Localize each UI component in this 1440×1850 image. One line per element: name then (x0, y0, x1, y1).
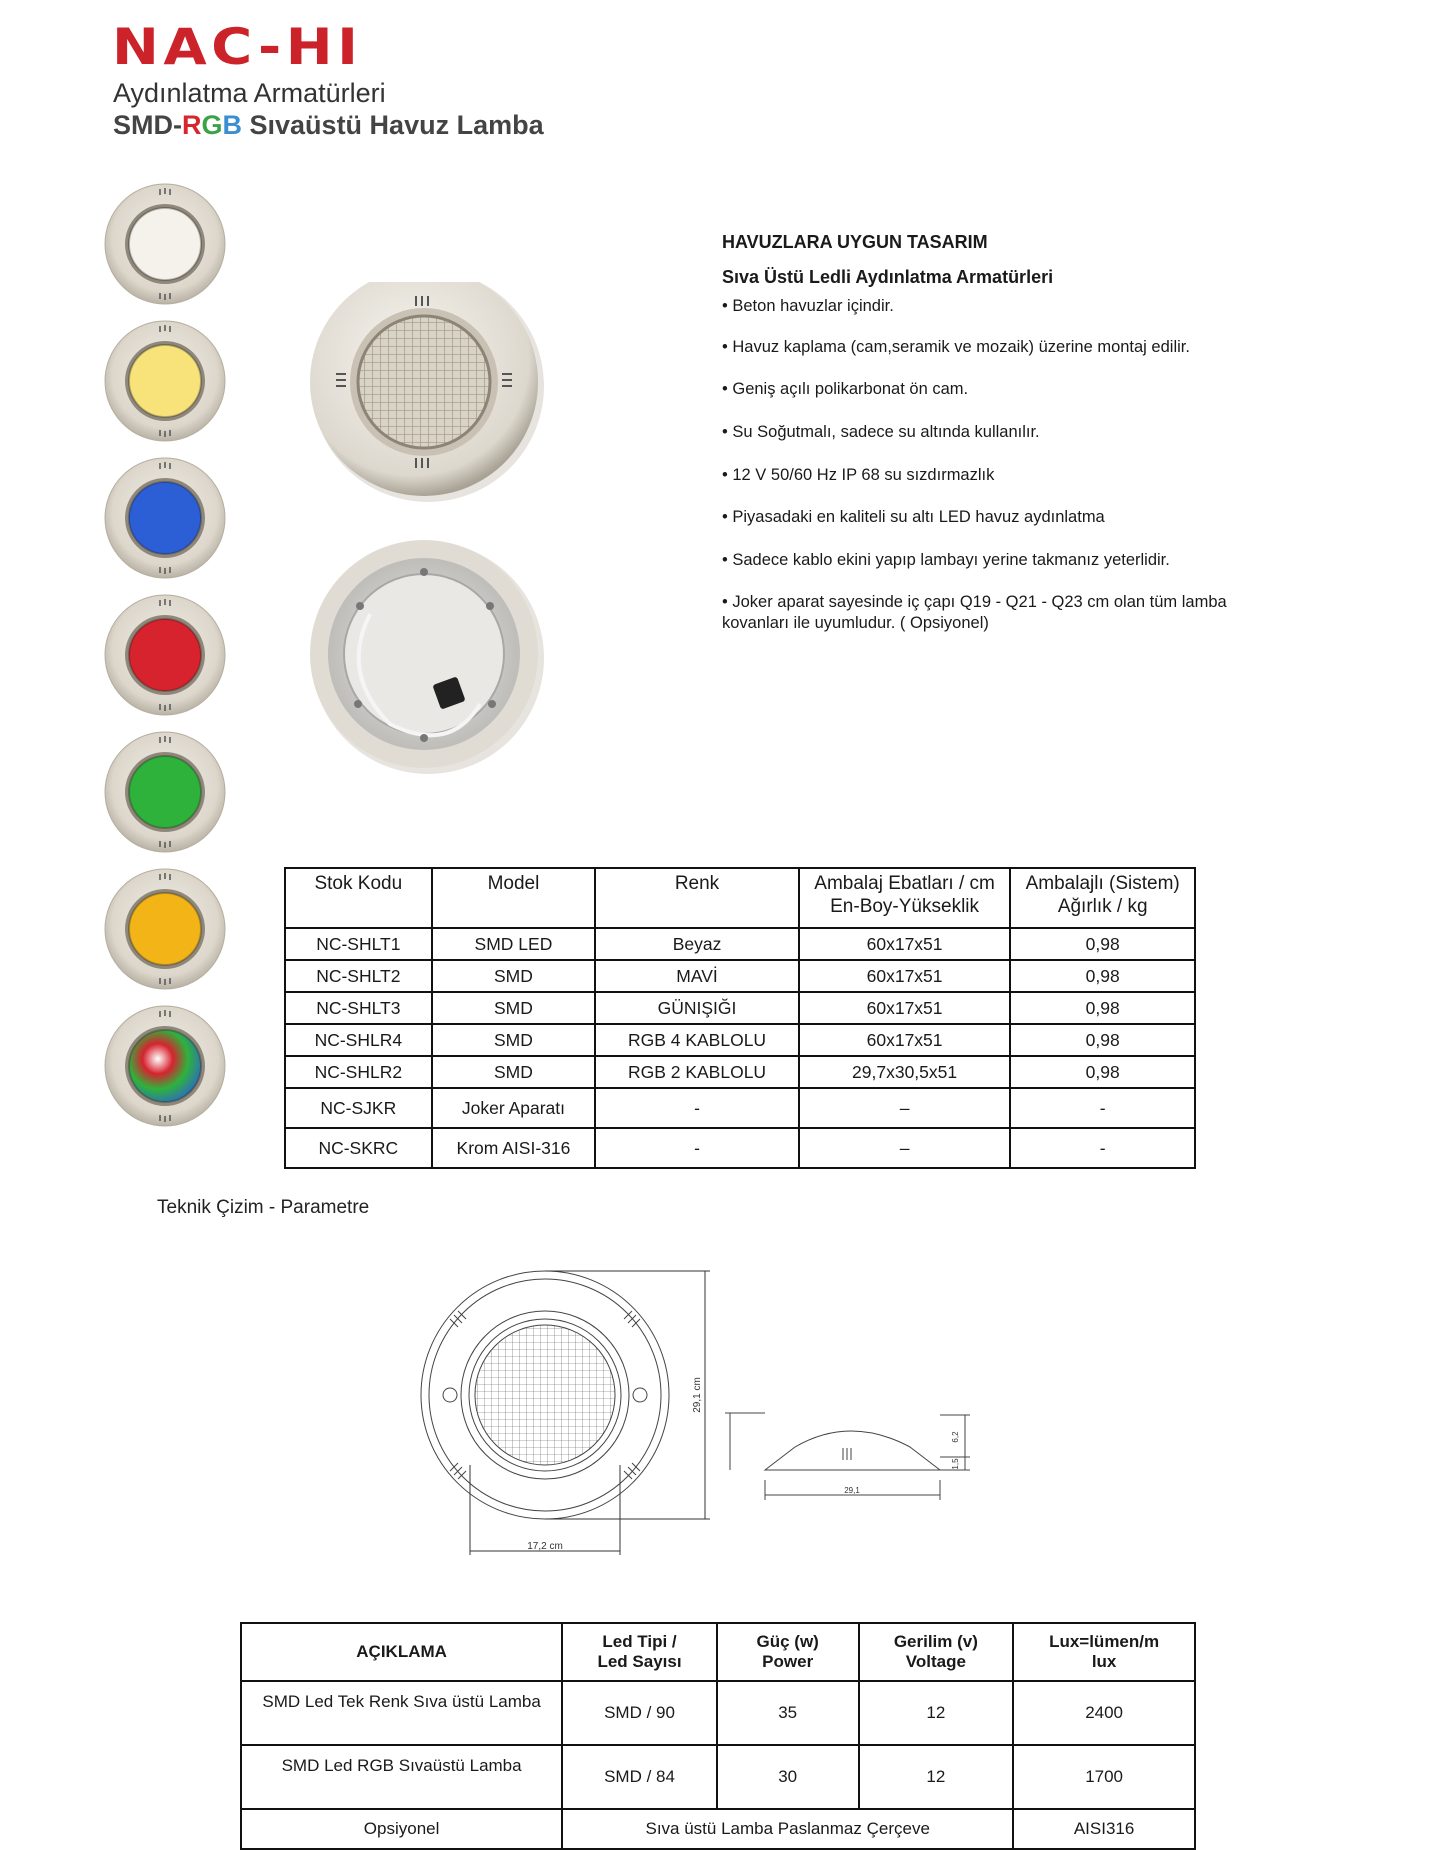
title-g: G (201, 110, 223, 140)
stock-code: NC-SHLT3 (285, 992, 432, 1024)
header-description: AÇIKLAMA (241, 1623, 562, 1681)
table-row (285, 1088, 1195, 1128)
features-heading: HAVUZLARA UYGUN TASARIM (722, 232, 988, 252)
weight: 0,98 (1010, 1024, 1195, 1056)
spec-voltage: 12 (859, 1681, 1014, 1745)
header-power (717, 1623, 859, 1681)
header-package-dimensions (799, 868, 1011, 928)
spec-lux: 2400 (1013, 1681, 1195, 1745)
spec-voltage: 12 (859, 1745, 1014, 1809)
stock-code: NC-SHLT2 (285, 960, 432, 992)
table-row (241, 1809, 1195, 1849)
spec-description: SMD Led RGB Sıvaüstü Lamba (241, 1745, 562, 1809)
color: - (595, 1128, 799, 1168)
color: Beyaz (595, 928, 799, 960)
header-led-type-line1: Led Tipi / (602, 1631, 677, 1651)
header-package-line1: Ambalaj Ebatları / cm (814, 873, 995, 894)
header-voltage-line1: Gerilim (v) (893, 1631, 978, 1651)
optional-material: AISI316 (1013, 1809, 1195, 1849)
header-lux-line2: lux (1091, 1652, 1117, 1671)
lamp-thumbnail (105, 321, 225, 441)
features-list (722, 296, 1242, 634)
dimensions: 60x17x51 (799, 992, 1011, 1024)
stock-code: NC-SHLR2 (285, 1056, 432, 1088)
header-power-line2: Power (762, 1652, 814, 1671)
page-subtitle: Aydınlatma Armatürleri (113, 78, 386, 108)
header-voltage-line2: Voltage (905, 1652, 966, 1671)
model: Krom AISI-316 (432, 1128, 596, 1168)
feature-item: • Sadece kablo ekini yapıp lambayı yerine takmanız yeterlidir. (722, 550, 1242, 571)
stock-code: NC-SJKR (285, 1088, 432, 1128)
table-row (285, 928, 1195, 960)
feature-item: • Joker aparat sayesinde iç çapı Q19 - Q21 - Q23 cm olan tüm lamba kovanları ile uyumludur. ( Opsiyonel) (722, 592, 1242, 633)
table-row (285, 960, 1195, 992)
weight: 0,98 (1010, 928, 1195, 960)
features-section (722, 232, 1242, 656)
spec-power: 30 (717, 1745, 859, 1809)
header-package-line2: En-Boy-Yükseklik (830, 895, 980, 917)
optional-label: Opsiyonel (241, 1809, 562, 1849)
color: RGB 2 KABLOLU (595, 1056, 799, 1088)
weight: 0,98 (1010, 960, 1195, 992)
lamp-color-variants (100, 182, 230, 1132)
header-led-type-line2: Led Sayısı (597, 1652, 682, 1671)
header-led-type (562, 1623, 717, 1681)
front-view-photo (310, 282, 544, 502)
dim-height-label: 29,1 cm (692, 1377, 703, 1413)
header-model: Model (432, 868, 596, 928)
side-h1-label: 6,2 (951, 1431, 960, 1443)
spec-led: SMD / 90 (562, 1681, 717, 1745)
lamp-thumbnail (105, 732, 225, 852)
lamp-thumbnail (105, 869, 225, 989)
title-b: B (222, 110, 243, 140)
back-view-photo (310, 540, 544, 774)
header-lux (1013, 1623, 1195, 1681)
model: SMD (432, 1024, 596, 1056)
table-row (285, 1024, 1195, 1056)
technical-drawing-label: Teknik Çizim - Parametre (157, 1197, 370, 1218)
stock-code: NC-SKRC (285, 1128, 432, 1168)
stock-code: NC-SHLT1 (285, 928, 432, 960)
feature-item: • Su Soğutmalı, sadece su altında kullanılır. (722, 422, 1242, 443)
table-row (285, 1056, 1195, 1088)
table-row (285, 1128, 1195, 1168)
product-photos (300, 282, 590, 822)
title-smd: SMD- (113, 110, 182, 140)
feature-item: • Geniş açılı polikarbonat ön cam. (722, 379, 1242, 400)
feature-item: • Piyasadaki en kaliteli su altı LED havuz aydınlatma (722, 507, 1242, 528)
lamp-thumbnail (105, 184, 225, 304)
technical-drawing (400, 1265, 1020, 1575)
dimensions: – (799, 1128, 1011, 1168)
spec-lux: 1700 (1013, 1745, 1195, 1809)
optional-text: Sıva üstü Lamba Paslanmaz Çerçeve (562, 1809, 1013, 1849)
header-lux-line1: Lux=lümen/m (1049, 1631, 1160, 1651)
side-h2-label: 1,5 (951, 1458, 960, 1470)
side-width-label: 29,1 (844, 1486, 860, 1495)
color: RGB 4 KABLOLU (595, 1024, 799, 1056)
spec-table-header (241, 1623, 1195, 1681)
dimensions: – (799, 1088, 1011, 1128)
feature-item: • Beton havuzlar içindir. (722, 296, 1242, 317)
front-drawing (421, 1271, 669, 1519)
model: Joker Aparatı (432, 1088, 596, 1128)
title-rest: Sıvaüstü Havuz Lamba (242, 110, 544, 140)
table-row (285, 992, 1195, 1024)
header-weight-line2: Ağırlık / kg (1057, 895, 1148, 917)
weight: 0,98 (1010, 1056, 1195, 1088)
dimensions: 60x17x51 (799, 928, 1011, 960)
header-stock-code: Stok Kodu (285, 868, 432, 928)
feature-item: • Havuz kaplama (cam,seramik ve mozaik) üzerine montaj edilir. (722, 337, 1242, 358)
color: MAVİ (595, 960, 799, 992)
spec-description: SMD Led Tek Renk Sıva üstü Lamba (241, 1681, 562, 1745)
header-color: Renk (595, 868, 799, 928)
dim-width-label: 17,2 cm (527, 1541, 563, 1552)
spec-power: 35 (717, 1681, 859, 1745)
header-weight-line1: Ambalajlı (Sistem) (1025, 873, 1180, 894)
model: SMD (432, 1056, 596, 1088)
weight: 0,98 (1010, 992, 1195, 1024)
model: SMD (432, 992, 596, 1024)
dimensions: 60x17x51 (799, 1024, 1011, 1056)
color: GÜNIŞIĞI (595, 992, 799, 1024)
weight: - (1010, 1088, 1195, 1128)
brand-logo: NAC-HI (112, 18, 363, 76)
dimensions: 60x17x51 (799, 960, 1011, 992)
stock-code: NC-SHLR4 (285, 1024, 432, 1056)
lamp-thumbnail (105, 458, 225, 578)
page-title (113, 110, 544, 141)
header-weight (1010, 868, 1195, 928)
table-row (241, 1745, 1195, 1809)
stock-table-header (285, 868, 1195, 928)
dimensions: 29,7x30,5x51 (799, 1056, 1011, 1088)
spec-led: SMD / 84 (562, 1745, 717, 1809)
model: SMD LED (432, 928, 596, 960)
stock-table (284, 867, 1196, 1169)
features-subheading: Sıva Üstü Ledli Aydınlatma Armatürleri (722, 267, 1054, 287)
spec-table (240, 1622, 1196, 1850)
header-voltage (859, 1623, 1014, 1681)
lamp-thumbnail (105, 1006, 225, 1126)
title-r: R (182, 110, 202, 140)
header-power-line1: Güç (w) (756, 1631, 819, 1651)
feature-item: • 12 V 50/60 Hz IP 68 su sızdırmazlık (722, 465, 1242, 486)
lamp-thumbnail (105, 595, 225, 715)
color: - (595, 1088, 799, 1128)
weight: - (1010, 1128, 1195, 1168)
model: SMD (432, 960, 596, 992)
table-row (241, 1681, 1195, 1745)
